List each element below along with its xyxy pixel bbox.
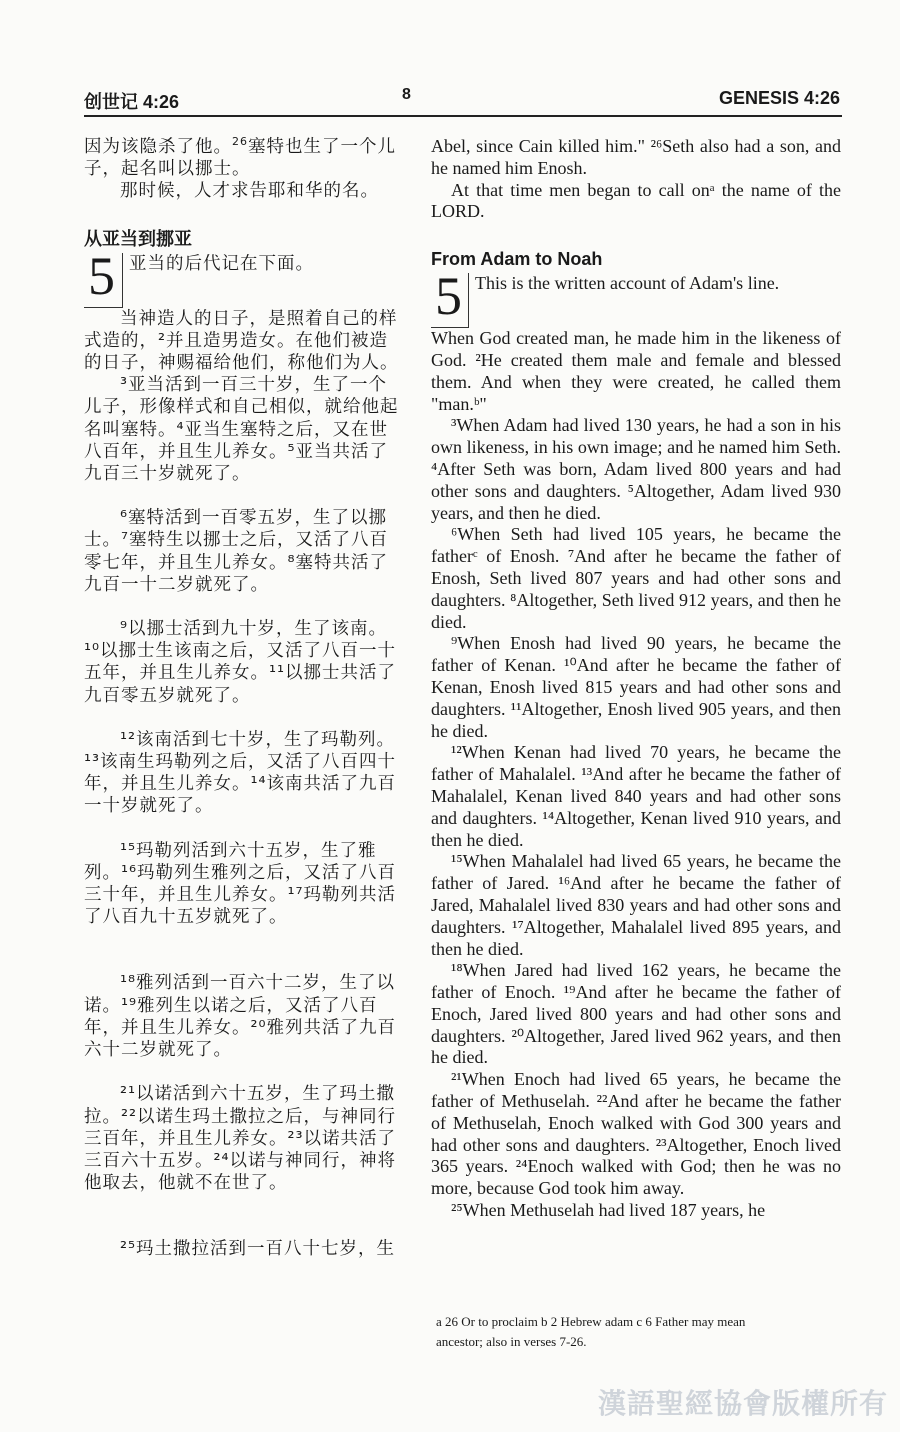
running-header-english: GENESIS 4:26 [718,88,840,108]
cn-para: ³亚当活到一百三十岁，生了一个儿子，形像样式和自己相似，就给他起名叫塞特。⁴亚当生塞特之后，又在世八百年，并且生儿养女。⁵亚当共活了九百三十岁就死了。 [84,375,399,485]
cn-chapter-start [84,245,400,308]
en-para: ¹⁸When Jared had lived 162 years, he became the father of Enoch. ¹⁹And after he became the father of Enoch, Jared lived 800 years and had other sons and daughters. ²⁰Altogether, Jared lived 962 years, and then he died. [431,960,841,1068]
en-para: ²⁵When Methuselah had lived 187 years, he [451,1200,766,1221]
english-column [431,136,841,1222]
page-number: 8 [402,86,411,103]
en-para: ⁹When Enosh had lived 90 years, he became the father of Kenan. ¹⁰And after he became the father of Kenan, Enosh lived 815 years and had other sons and daughters. ¹¹Altogether, Enosh lived 905 years, and then he died. [431,633,841,741]
cn-para: ²⁵玛土撒拉活到一百八十七岁，生 [120,1239,396,1260]
en-chapter-number: 5 [431,273,469,328]
footnote-line-2: ancestor; also in verses 7-26. [436,1334,587,1349]
running-header-chinese: 创世记 4:26 [84,92,180,112]
en-para: ¹⁵When Mahalalel had lived 65 years, he became the father of Jared. ¹⁶And after he became the father of Jared, Mahalalel lived 830 years and had other sons and daughters. ¹⁷Altogether, Mahalalel lived 895 years, and then he died. [431,851,841,959]
cn-para: ⁹以挪士活到九十岁，生了该南。¹⁰以挪士生该南之后，又活了八百一十五年，并且生儿养女。¹¹以挪士共活了九百零五岁就死了。 [84,619,397,706]
en-para: ³When Adam had lived 130 years, he had a son in his own likeness, in his own image; and he named him Seth. ⁴After Seth was born, Adam lived 800 years and had other sons and daughters. ⁵Altogether, Adam lived 930 years, and then he died. [431,415,841,523]
en-para: ²¹When Enoch had lived 65 years, he became the father of Methuselah. ²²And after he became the father of Methuselah, Enoch walked with God 300 years and had other sons and daughters. ²³Altogether, Enoch lived 365 years. ²⁴Enoch walked with God; then he was no more, because God took him away. [431,1069,841,1199]
en-para: When God created man, he made him in the likeness of God. ²He created them male and female and blessed them. And when they were created, he called them "man.ᵇ" [431,328,841,414]
footnotes [436,1312,846,1352]
cn-verse-1: 亚当的后代记在下面。 [129,253,314,274]
header-rule [84,115,842,117]
cn-intro-2: 那时候，人才求告耶和华的名。 [120,181,379,202]
en-intro-2: At that time men began to call onᵃ the name of the LORD. [431,179,841,222]
footnote-line-1: a 26 Or to proclaim b 2 Hebrew adam c 6 Father may mean [436,1314,746,1329]
en-intro-1: Abel, since Cain killed him." ²⁶Seth also had a son, and he named him Enosh. [431,136,841,178]
en-para: ¹²When Kenan had lived 70 years, he became the father of Mahalalel. ¹³And after he became the father of Mahalalel, Kenan lived 840 years and had other sons and daughters. ¹⁴Altogether, Kenan lived 910 years, and then he died. [431,742,841,850]
chinese-column [84,136,400,1261]
cn-intro-1: 因为该隐杀了他。$^{26}$塞特也生了一个儿子，起名叫以挪士。 [84,135,396,180]
cn-para: ²¹以诺活到六十五岁，生了玛土撒拉。²²以诺生玛土撒拉之后，与神同行三百年，并且生儿养女。²³以诺共活了三百六十五岁。²⁴以诺与神同行，神将他取去，他就不在世了。 [84,1084,397,1194]
en-para: ⁶When Seth had lived 105 years, he became the fatherᶜ of Enosh. ⁷And after he became the father of Enosh, Seth lived 807 years and had other sons and daughters. ⁸Altogether, Seth lived 912 years, and then he died. [431,524,841,632]
cn-para: ¹²该南活到七十岁，生了玛勒列。¹³该南生玛勒列之后，又活了八百四十年，并且生儿养女。¹⁴该南共活了九百一十岁就死了。 [84,729,397,817]
cn-para: ¹⁸雅列活到一百六十二岁，生了以诺。¹⁹雅列生以诺之后，又活了八百年，并且生儿养女。²⁰雅列共活了九百六十二岁就死了。 [84,973,397,1061]
en-section-heading: From Adam to Noah [431,249,603,270]
cn-para: ¹⁵玛勒列活到六十五岁，生了雅列。¹⁶玛勒列生雅列之后，又活了八百三十年，并且生儿养女。¹⁷玛勒列共活了八百九十五岁就死了。 [84,840,397,928]
cn-section-heading: 从亚当到挪亚 [84,228,192,249]
cn-chapter-number: 5 [84,253,123,308]
copyright-watermark: 漢語聖經協會版權所有 [597,1387,888,1420]
en-verse-1: This is the written account of Adam's line. [475,273,780,294]
cn-para: 当神造人的日子，是照着自己的样式造的，²并且造男造女。在他们被造的日子，神赐福给他们，称他们为人。 [84,308,399,374]
cn-para: ⁶塞特活到一百零五岁，生了以挪士。⁷塞特生以挪士之后，又活了八百零七年，并且生儿养女。⁸塞特共活了九百一十二岁就死了。 [84,508,389,595]
en-chapter-start [431,266,841,328]
